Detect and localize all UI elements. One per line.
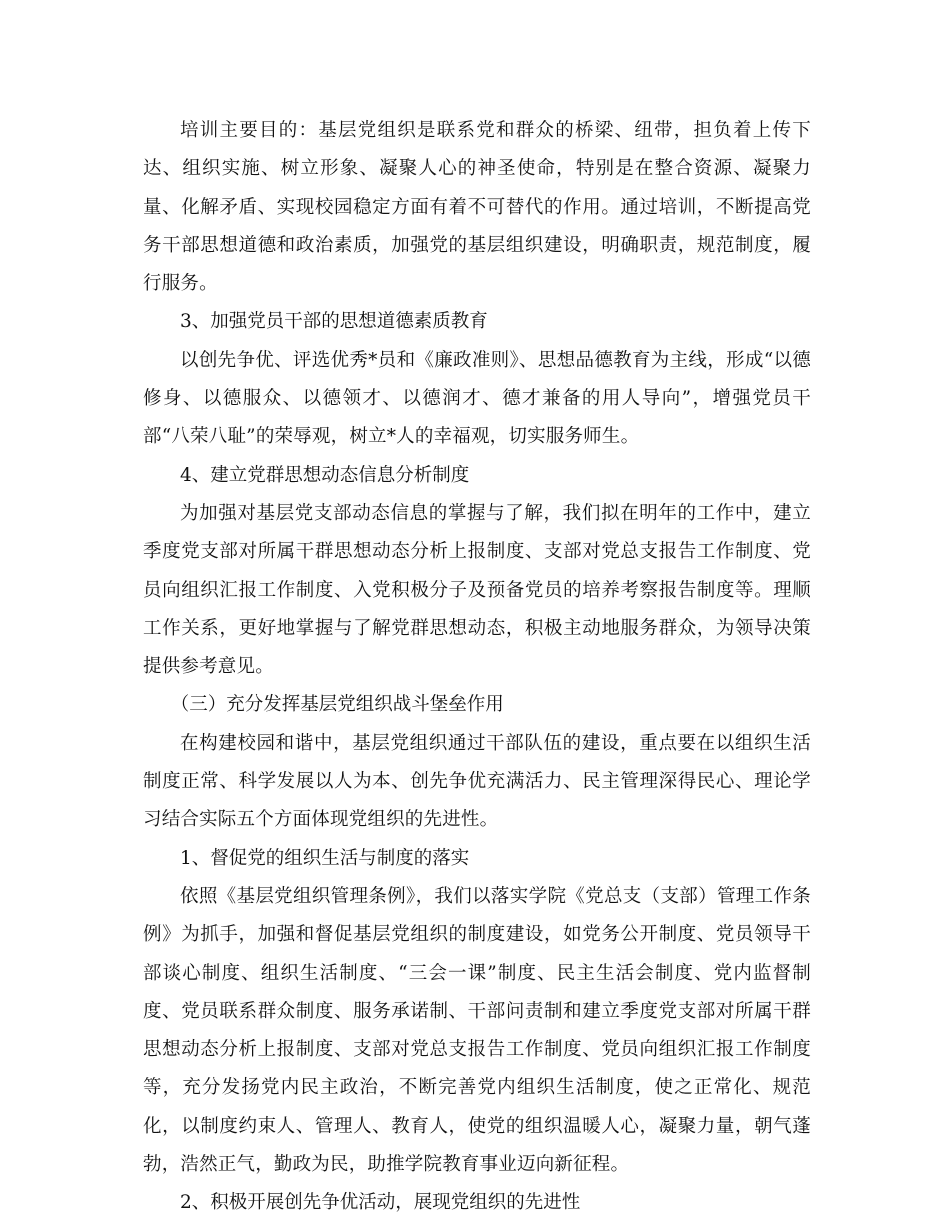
document-body — [143, 112, 811, 1223]
section-heading-3: 3、加强党员干部的思想道德素质教育 — [180, 311, 488, 333]
section-heading-1: 1、督促党的组织生活与制度的落实 — [180, 847, 470, 869]
section-heading-2: 2、积极开展创先争优活动，展现党组织的先进性 — [180, 1192, 581, 1214]
paragraph-training-purpose: 培训主要目的：基层党组织是联系党和群众的桥梁、纽带，担负着上传下达、组织实施、树立形象、凝聚人心的神圣使命，特别是在整合资源、凝聚力量、化解矛盾、实现校园稳定方面有着不可替代的作用。通过培训，不断提高党务干部思想道德和政治素质，加强党的基层组织建设，明确职责，规范制度，履行服务。 — [143, 120, 811, 295]
paragraph-moral-education: 以创先争优、评选优秀*员和《廉政准则》、思想品德教育为主线，形成“以德修身、以德服众、以德领才、以德润才、德才兼备的用人导向”，增强党员干部“八荣八耻”的荣辱观，树立*人的幸福观，切实服务师生。 — [143, 349, 811, 448]
paragraph-info-analysis: 为加强对基层党支部动态信息的掌握与了解，我们拟在明年的工作中，建立季度党支部对所属干群思想动态分析上报制度、支部对党总支报告工作制度、党员向组织汇报工作制度、入党积极分子及预备党员的培养考察报告制度等。理顺工作关系，更好地掌握与了解党群思想动态，积极主动地服务群众，为领导决策提供参考意见。 — [143, 502, 811, 678]
section-heading-4: 4、建立党群思想动态信息分析制度 — [180, 464, 470, 486]
paragraph-harmony: 在构建校园和谐中，基层党组织通过干部队伍的建设，重点要在以组织生活制度正常、科学发展以人为本、创先争优充满活力、民主管理深得民心、理论学习结合实际五个方面体现党组织的先进性。 — [143, 732, 811, 831]
paragraph-regulations: 依照《基层党组织管理条例》，我们以落实学院《党总支（支部）管理工作条例》为抓手，加强和督促基层党组织的制度建设，如党务公开制度、党员领导干部谈心制度、组织生活制度、“三会一课”制度、民主生活会制度、党内监督制度、党员联系群众制度、服务承诺制、干部问责制和建立季度党支部对所属干群思想动态分析上报制度、支部对党总支报告工作制度、党员向组织汇报工作制度等，充分发扬党内民主政治，不断完善党内组织生活制度，使之正常化、规范化，以制度约束人、管理人、教育人，使党的组织温暖人心，凝聚力量，朝气蓬勃，浩然正气，勤政为民，助推学院教育事业迈向新征程。 — [143, 885, 811, 1176]
section-heading-part-3: （三）充分发挥基层党组织战斗堡垒作用 — [170, 694, 504, 716]
